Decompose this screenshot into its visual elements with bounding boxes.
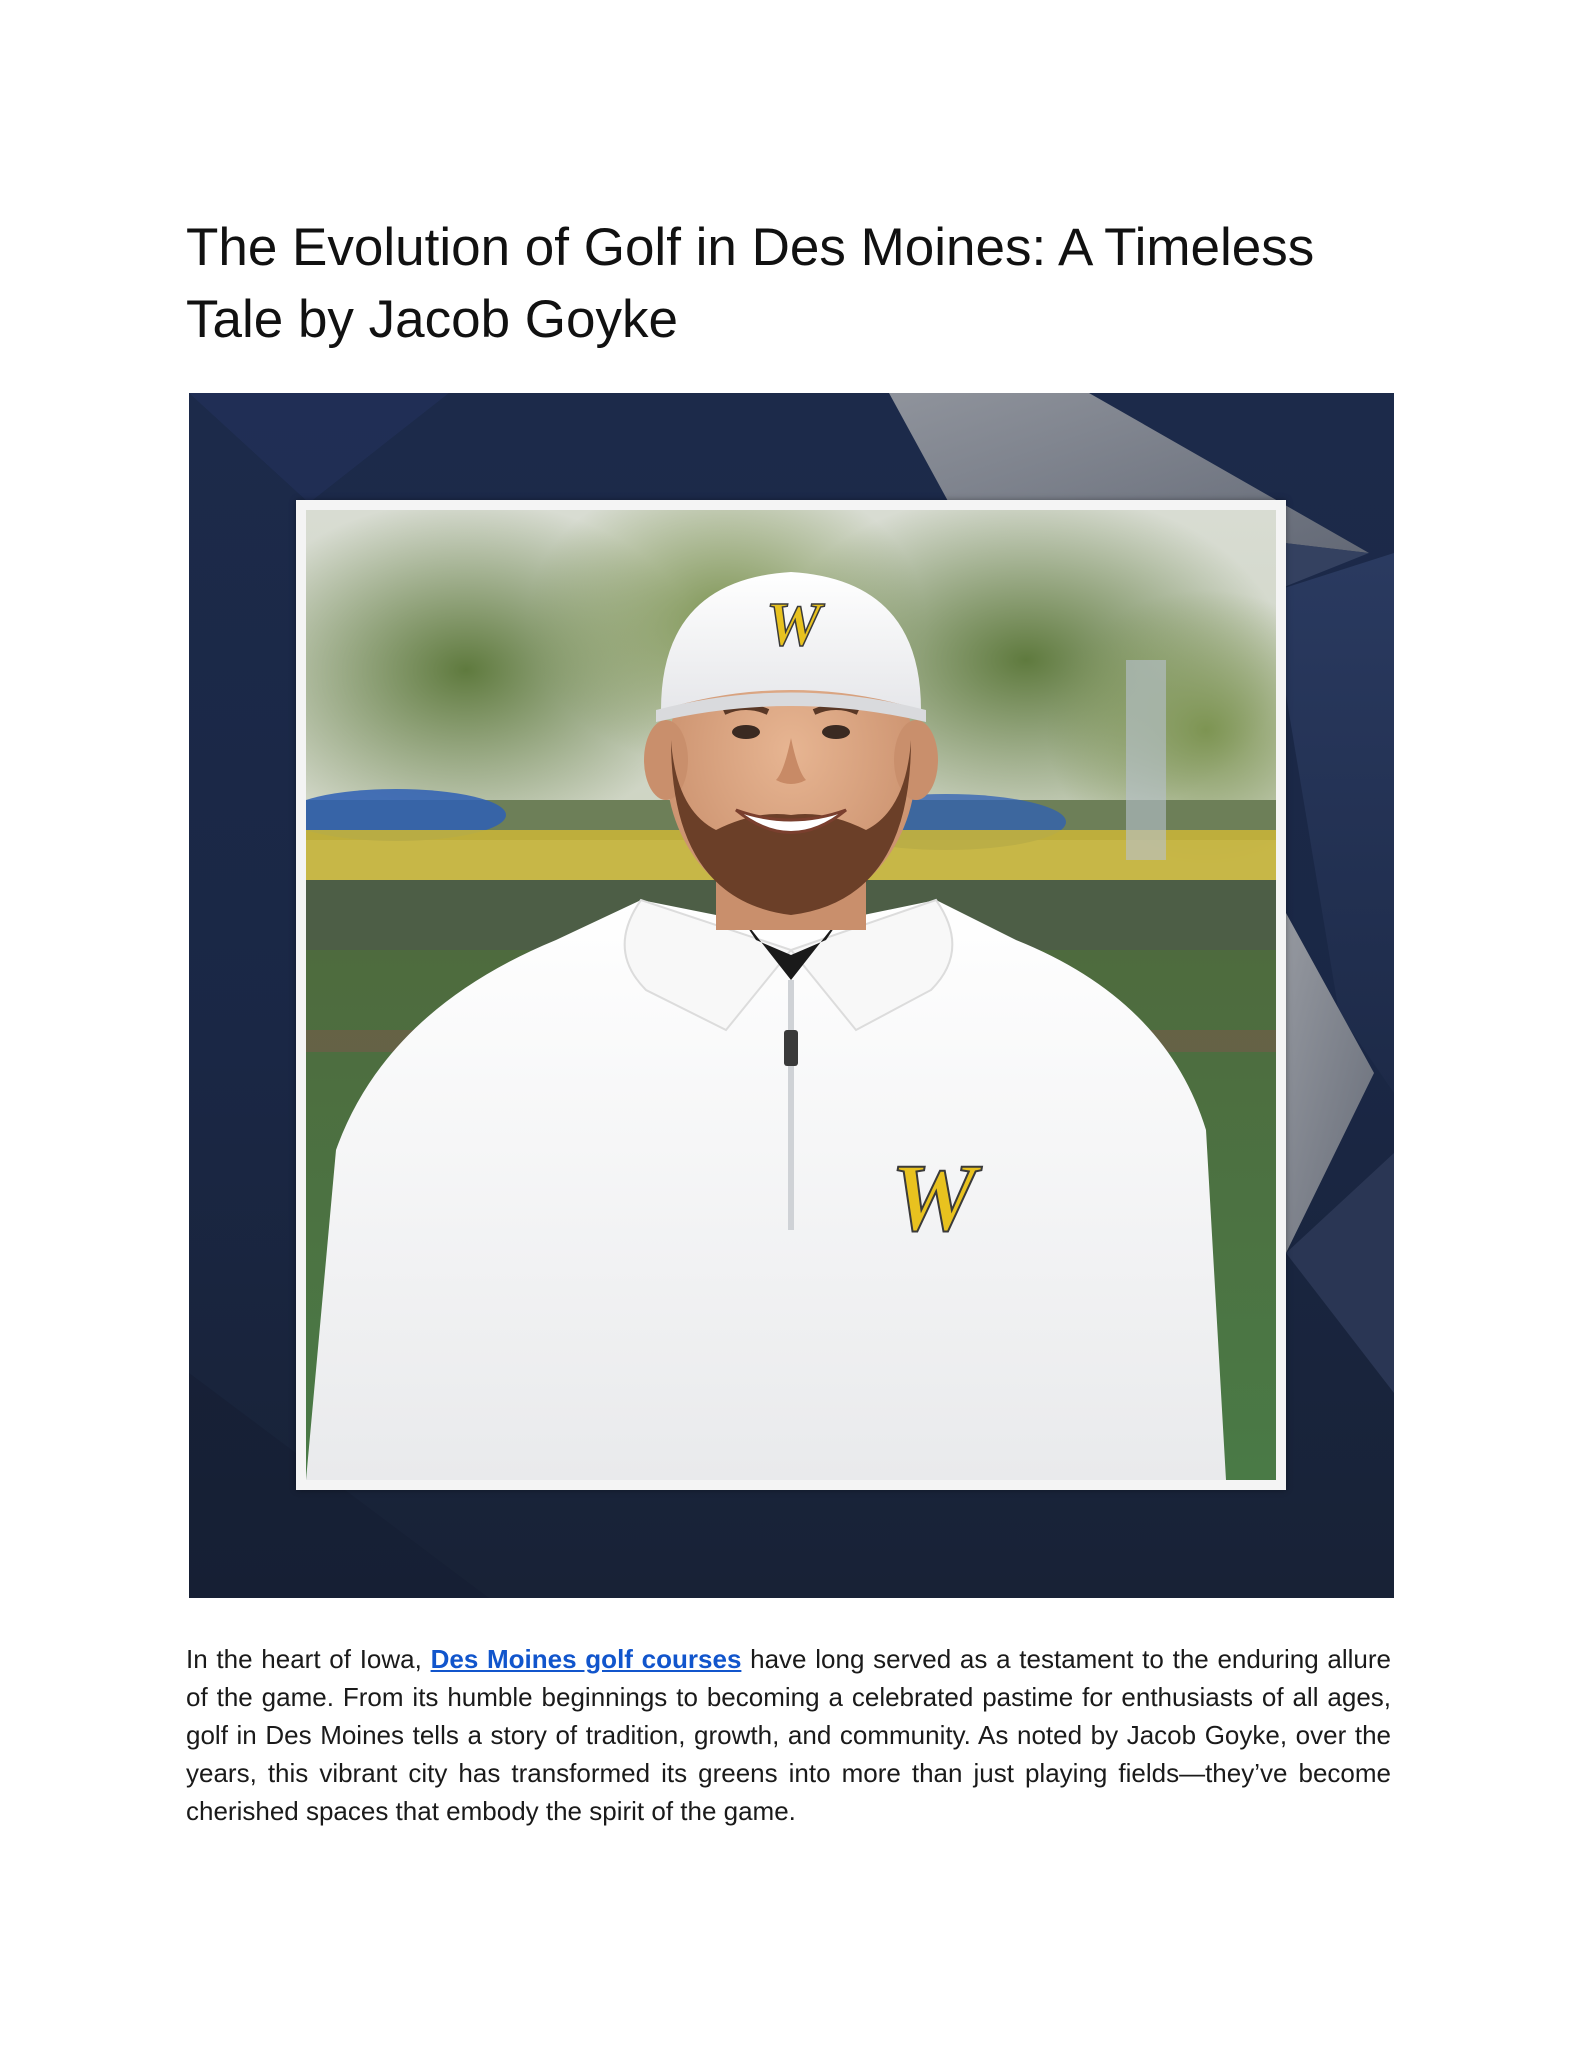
photo-frame <box>296 500 1286 1490</box>
cap-logo: W <box>766 591 822 659</box>
paragraph-body: have long served as a testament to the enduring allure of the game. From its humble beginnings to becoming a celebrated pastime for enthusiasts of all ages, golf in Des Moines tells a story of tradition, growth, and community. As noted by Jacob Goyke, over the years, this vibrant city has transformed its greens into more than just playing fields—they’ve become cherished spaces that embody the spirit of the game. <box>186 1644 1391 1826</box>
article-paragraph <box>186 1640 1391 1830</box>
paragraph-intro: In the heart of Iowa, <box>186 1644 431 1674</box>
portrait-photo <box>306 510 1276 1480</box>
article-title: The Evolution of Golf in Des Moines: A Timeless Tale by Jacob Goyke <box>186 218 1315 349</box>
des-moines-golf-courses-link[interactable]: Des Moines golf courses <box>430 1644 742 1674</box>
hero-image <box>189 393 1394 1598</box>
shirt-logo: W <box>891 1144 977 1251</box>
